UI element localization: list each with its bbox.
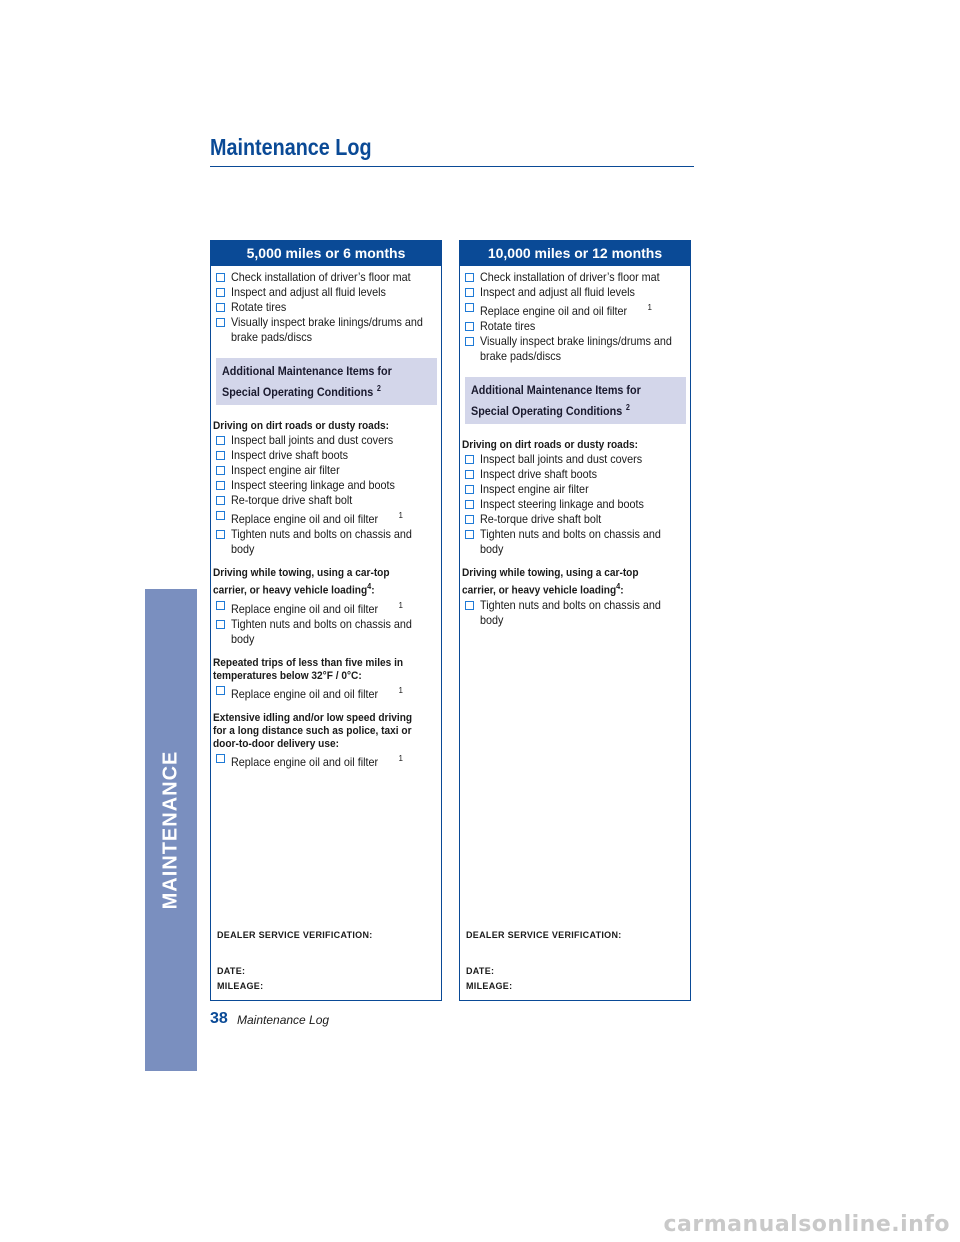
title-divider xyxy=(210,166,694,167)
date-label: DATE: xyxy=(466,966,495,976)
footnote-ref: 1 xyxy=(398,685,403,695)
watermark: carmanualsonline.info xyxy=(663,1212,950,1237)
checklist-item xyxy=(465,270,686,285)
item-text-continued: brake pads/discs xyxy=(480,349,562,363)
column-body xyxy=(460,266,690,1000)
checkbox-icon xyxy=(465,288,474,297)
condition-title: Repeated trips of less than five miles in xyxy=(213,656,404,669)
checklist-item xyxy=(216,448,437,463)
special-heading-line1: Additional Maintenance Items for xyxy=(222,364,392,378)
checklist-item xyxy=(465,527,686,557)
item-text: Replace engine oil and oil filter xyxy=(231,512,379,526)
item-text: Tighten nuts and bolts on chassis and xyxy=(480,597,661,612)
checkbox-icon xyxy=(216,530,225,539)
special-heading-text: Special Operating Conditions xyxy=(471,404,623,418)
condition-title: Driving while towing, using a car-top xyxy=(213,567,390,579)
item-text: Inspect ball joints and dust covers xyxy=(480,452,643,466)
condition-group xyxy=(213,711,437,770)
item-text: Replace engine oil and oil filter xyxy=(231,601,379,616)
checkbox-icon xyxy=(216,451,225,460)
base-items xyxy=(216,270,437,345)
footnote-ref: 1 xyxy=(647,303,652,312)
checkbox-icon xyxy=(465,455,474,464)
footnote-ref: 4 xyxy=(367,582,372,591)
condition-title: Driving on dirt roads or dusty roads: xyxy=(213,420,389,432)
page-number: 38 xyxy=(210,1010,228,1027)
footnote-ref: 2 xyxy=(625,403,630,412)
checkbox-icon xyxy=(216,620,225,629)
column-body xyxy=(211,266,441,1000)
condition-group xyxy=(462,567,686,628)
item-text: Inspect steering linkage and boots xyxy=(480,497,644,511)
checklist-item xyxy=(216,508,437,527)
mileage-label: MILEAGE: xyxy=(217,981,264,991)
checklist-item xyxy=(216,315,437,345)
condition-title-tail: : xyxy=(620,584,624,597)
checkbox-icon xyxy=(465,515,474,524)
footnote-ref: 2 xyxy=(376,384,381,393)
item-text-continued: brake pads/discs xyxy=(231,330,313,344)
checkbox-icon xyxy=(216,496,225,505)
checkbox-icon xyxy=(216,601,225,610)
special-heading-line1: Additional Maintenance Items for xyxy=(471,383,641,397)
checkbox-icon xyxy=(465,470,474,479)
condition-title: Driving on dirt roads or dusty roads: xyxy=(462,439,638,451)
footnote-ref: 1 xyxy=(398,600,403,610)
condition-group xyxy=(213,567,437,647)
item-text: Inspect engine air filter xyxy=(480,482,589,496)
checklist-item xyxy=(216,433,437,448)
item-text: Check installation of driver’s floor mat xyxy=(231,270,411,284)
item-text: Replace engine oil and oil filter xyxy=(480,304,628,318)
condition-title-text: carrier, or heavy vehicle loading xyxy=(462,584,617,597)
item-text: Tighten nuts and bolts on chassis and xyxy=(231,616,412,631)
footnote-ref: 1 xyxy=(398,753,403,763)
condition-title: Extensive idling and/or low speed driving xyxy=(213,711,413,724)
checkbox-icon xyxy=(465,322,474,331)
item-text: Rotate tires xyxy=(231,300,287,314)
special-heading-line2 xyxy=(222,380,410,401)
checkbox-icon xyxy=(216,754,225,763)
dealer-verification xyxy=(217,930,373,1000)
item-text: Re-torque drive shaft bolt xyxy=(480,512,602,526)
side-tab-label: MAINTENANCE xyxy=(159,750,182,910)
special-conditions-box xyxy=(216,358,437,405)
condition-group xyxy=(213,420,437,557)
dealer-verification-label: DEALER SERVICE VERIFICATION: xyxy=(217,930,373,940)
checklist-item xyxy=(216,300,437,315)
column-header: 10,000 miles or 12 months xyxy=(460,241,690,266)
schedule-column-10000 xyxy=(459,240,691,1001)
condition-title-line2 xyxy=(213,580,419,598)
condition-title-line2 xyxy=(213,670,419,683)
item-text: Tighten nuts and bolts on chassis and xyxy=(231,527,412,541)
item-text: Visually inspect brake linings/drums and xyxy=(231,315,423,329)
checklist-item xyxy=(465,285,686,300)
checklist-item xyxy=(465,598,686,628)
checklist-item xyxy=(465,319,686,334)
checklist-item xyxy=(216,463,437,478)
item-text: Tighten nuts and bolts on chassis and xyxy=(480,527,661,541)
condition-title: Driving while towing, using a car-top xyxy=(462,567,639,579)
condition-title-line2 xyxy=(213,725,419,738)
page-title: Maintenance Log xyxy=(210,134,372,160)
checkbox-icon xyxy=(216,303,225,312)
checklist-item xyxy=(465,334,686,364)
item-text: Inspect ball joints and dust covers xyxy=(231,433,394,447)
item-text-continued: body xyxy=(480,612,504,627)
condition-title-text: for a long distance such as police, taxi or xyxy=(213,724,412,737)
item-text: Visually inspect brake linings/drums and xyxy=(480,334,672,348)
special-heading-line2 xyxy=(471,399,659,420)
checkbox-icon xyxy=(216,288,225,297)
item-text: Inspect and adjust all fluid levels xyxy=(231,285,386,299)
column-header: 5,000 miles or 6 months xyxy=(211,241,441,266)
checkbox-icon xyxy=(465,273,474,282)
checkbox-icon xyxy=(216,436,225,445)
item-text: Inspect drive shaft boots xyxy=(231,448,349,462)
condition-title-tail: : xyxy=(371,584,375,597)
item-text: Inspect and adjust all fluid levels xyxy=(480,285,635,299)
item-text: Check installation of driver’s floor mat xyxy=(480,270,660,284)
checklist-item xyxy=(216,683,437,702)
item-text: Rotate tires xyxy=(480,319,536,333)
footnote-ref: 1 xyxy=(398,511,403,520)
checklist-item xyxy=(465,467,686,482)
checklist-item xyxy=(465,300,686,319)
checklist-item xyxy=(216,598,437,617)
conditions-list xyxy=(213,420,437,770)
condition-group xyxy=(462,439,686,557)
checkbox-icon xyxy=(216,511,225,520)
checklist-item xyxy=(216,270,437,285)
item-text-continued: body xyxy=(231,542,255,556)
checklist-item xyxy=(216,478,437,493)
checkbox-icon xyxy=(216,481,225,490)
checklist-item xyxy=(465,512,686,527)
item-text: Inspect steering linkage and boots xyxy=(231,478,395,492)
checklist-item xyxy=(216,527,437,557)
condition-title-text: carrier, or heavy vehicle loading xyxy=(213,584,368,597)
checkbox-icon xyxy=(216,273,225,282)
checklist-item xyxy=(465,452,686,467)
checkbox-icon xyxy=(465,601,474,610)
condition-title-line2 xyxy=(462,580,668,598)
date-label: DATE: xyxy=(217,966,246,976)
condition-title-line3: door-to-door delivery use: xyxy=(213,737,339,750)
condition-title-text: temperatures below 32°F / 0°C: xyxy=(213,669,362,682)
checkbox-icon xyxy=(465,337,474,346)
footnote-ref: 4 xyxy=(616,582,621,591)
item-text-continued: body xyxy=(480,542,504,556)
schedule-column-5000 xyxy=(210,240,442,1001)
item-text: Re-torque drive shaft bolt xyxy=(231,493,353,507)
dealer-verification-label: DEALER SERVICE VERIFICATION: xyxy=(466,930,622,940)
checkbox-icon xyxy=(465,303,474,312)
item-text-continued: body xyxy=(231,631,255,646)
checklist-item xyxy=(465,497,686,512)
special-heading-text: Special Operating Conditions xyxy=(222,385,374,399)
special-conditions-box xyxy=(465,377,686,424)
checkbox-icon xyxy=(465,485,474,494)
conditions-list xyxy=(462,439,686,628)
checklist-item xyxy=(465,482,686,497)
checkbox-icon xyxy=(216,686,225,695)
item-text: Replace engine oil and oil filter xyxy=(231,754,379,769)
item-text: Replace engine oil and oil filter xyxy=(231,686,379,701)
checklist-item xyxy=(216,617,437,647)
checkbox-icon xyxy=(465,500,474,509)
checklist-item xyxy=(216,493,437,508)
checkbox-icon xyxy=(465,530,474,539)
dealer-verification xyxy=(466,930,622,1000)
item-text: Inspect drive shaft boots xyxy=(480,467,598,481)
mileage-label: MILEAGE: xyxy=(466,981,513,991)
condition-group xyxy=(213,656,437,702)
checklist-item xyxy=(216,751,437,770)
footer-label: Maintenance Log xyxy=(237,1013,330,1027)
base-items xyxy=(465,270,686,364)
item-text: Inspect engine air filter xyxy=(231,463,340,477)
checklist-item xyxy=(216,285,437,300)
checkbox-icon xyxy=(216,466,225,475)
checkbox-icon xyxy=(216,318,225,327)
